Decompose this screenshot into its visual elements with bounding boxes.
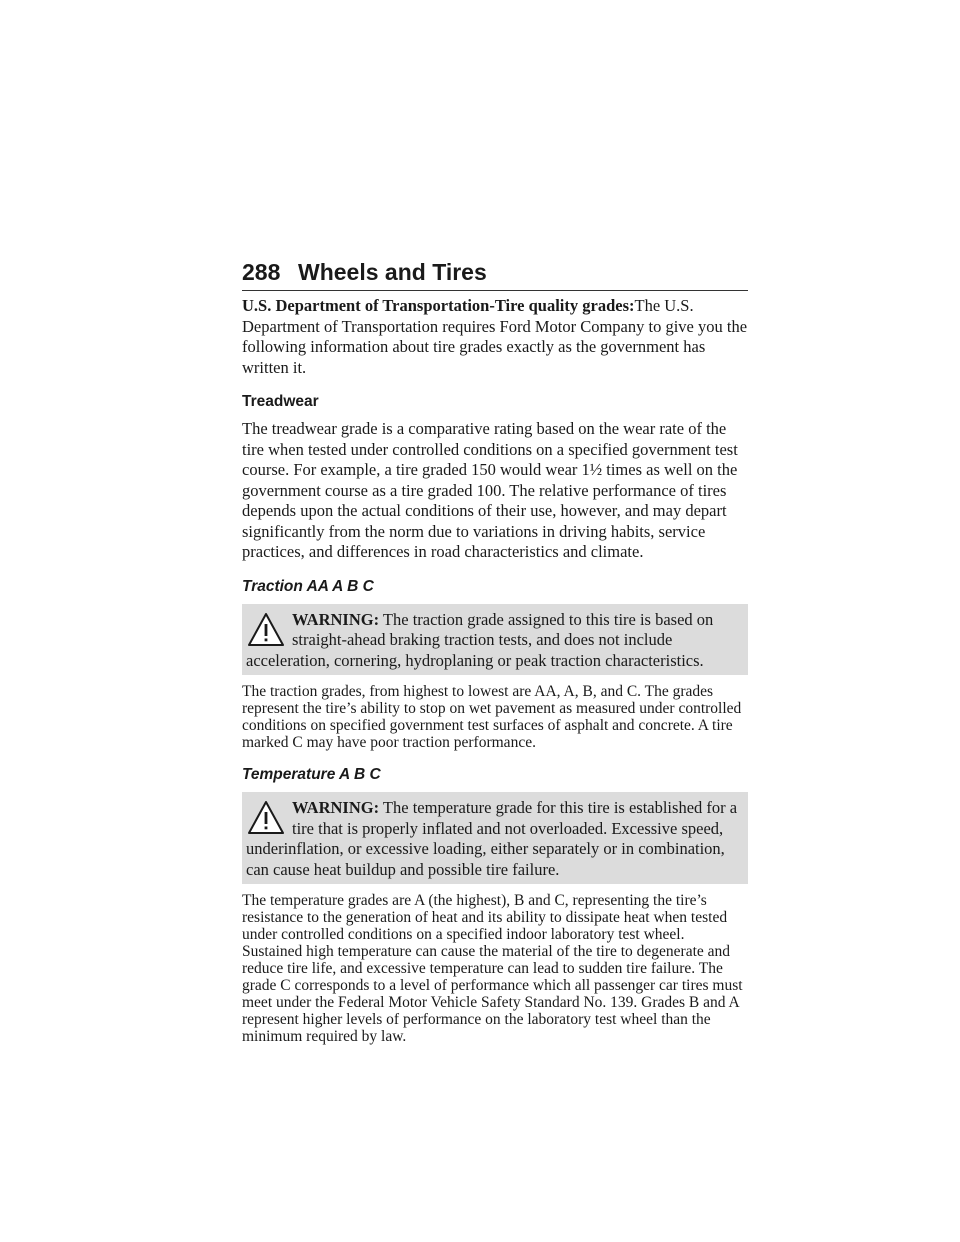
traction-warning-box	[242, 604, 748, 676]
temperature-warning-box	[242, 792, 748, 884]
temperature-paragraph: The temperature grades are A (the highest), B and C, representing the tire’s resistance to the generation of heat and its ability to dissipate heat when tested under controlled conditions on a specified indoor laboratory test wheel. Sustained high temperature can cause the material of the tire to degenerate and reduce tire life, and excessive temperature can lead to sudden tire failure. The grade C corresponds to a level of performance which all passenger car tires must meet under the Federal Motor Vehicle Safety Standard No. 139. Grades B and A represent higher levels of performance on the laboratory test wheel than the minimum required by law.	[242, 892, 743, 1045]
treadwear-paragraph: The treadwear grade is a comparative rating based on the wear rate of the tire when tested under controlled conditions on a specified government test course. For example, a tire graded 150 would wear 1½ times as well on the government course as a tire graded 100. The relative performance of tires depends upon the actual conditions of their use, however, and may depart significantly from the norm due to variations in driving habits, service practices, and differences in road characteristics and climate.	[242, 419, 738, 561]
traction-heading: Traction AA A B C	[242, 577, 374, 595]
temperature-warning-text: The temperature grade for this tire is established for a tire that is properly inflated and not overloaded. Excessive speed, underinflation, or excessive loading, either separately or in combination, can cause heat buildup and possible tire failure.	[246, 798, 738, 879]
warning-triangle-icon	[246, 611, 286, 649]
page-content	[242, 296, 748, 1045]
intro-lead: U.S. Department of Transportation-Tire quality grades:	[242, 296, 635, 315]
traction-warning-label: WARNING:	[292, 609, 380, 629]
treadwear-heading: Treadwear	[242, 393, 319, 410]
traction-paragraph: The traction grades, from highest to lowest are AA, A, B, and C. The grades represent the tire’s ability to stop on wet pavement as measured under controlled conditions on specified government test surfaces of asphalt and concrete. A tire marked C may have poor traction performance.	[242, 683, 742, 751]
section-title: Wheels and Tires	[298, 259, 487, 285]
warning-triangle-icon	[246, 799, 286, 837]
temperature-heading: Temperature A B C	[242, 766, 381, 783]
temperature-warning-label: WARNING:	[292, 798, 380, 817]
page-number: 288	[242, 259, 281, 285]
traction-warning-text: The traction grade assigned to this tire is based on straight-ahead braking traction tests, and does not include acceleration, cornering, hydroplaning or peak traction characteristics.	[246, 609, 714, 670]
intro-paragraph	[242, 296, 748, 378]
page-header	[242, 258, 748, 291]
intro-text: The U.S. Department of Transportation requires Ford Motor Company to give you the following information about tire grades exactly as the government has written it.	[242, 296, 748, 377]
